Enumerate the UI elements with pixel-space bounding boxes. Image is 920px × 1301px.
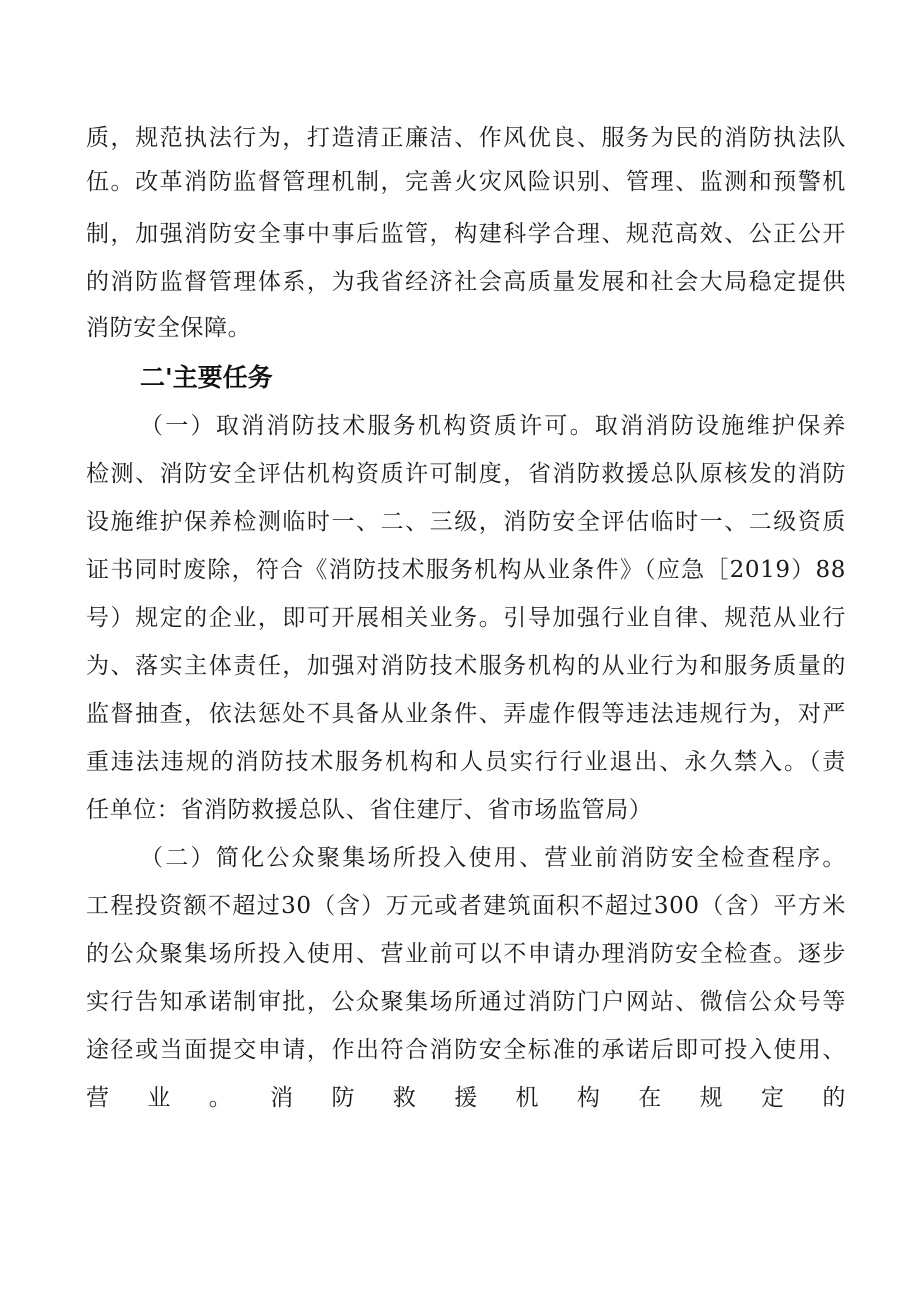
paragraph-line: （二）简化公众聚集场所投入使用、营业前消防安全检查程序。 xyxy=(140,845,846,871)
paragraph-line: 检测、消防安全评估机构资质许可制度，省消防救援总队原核发的消防 xyxy=(86,461,846,487)
paragraph-line: 消防安全保障。 xyxy=(86,315,252,341)
paragraph-line: 重违法违规的消防技术服务机构和人员实行行业退出、永久禁入。（责 xyxy=(86,749,846,775)
paragraph-line: 质，规范执法行为，打造清正廉洁、作风优良、服务为民的消防执法队 xyxy=(86,125,846,151)
paragraph-line: 实行告知承诺制审批，公众聚集场所通过消防门户网站、微信公众号等 xyxy=(86,989,846,1015)
paragraph-line: 为、落实主体责任，加强对消防技术服务机构的从业行为和服务质量的 xyxy=(86,653,846,679)
paragraph-line: 设施维护保养检测临时一、二、三级，消防安全评估临时一、二级资质 xyxy=(86,509,846,535)
paragraph-line: 伍。改革消防监督管理机制，完善火灾风险识别、管理、监测和预警机 xyxy=(86,169,846,195)
paragraph-line: 营业。消防救援机构在规定的 xyxy=(86,1085,846,1111)
paragraph-line: （一）取消消防技术服务机构资质许可。取消消防设施维护保养 xyxy=(140,413,846,439)
paragraph-line: 号）规定的企业，即可开展相关业务。引导加强行业自律、规范从业行 xyxy=(86,605,846,631)
paragraph-line: 工程投资额不超过30（含）万元或者建筑面积不超过300（含）平方米 xyxy=(86,893,846,919)
paragraph-line: 任单位：省消防救援总队、省住建厅、省市场监管局） xyxy=(86,797,653,823)
paragraph-line: 制，加强消防安全事中事后监管，构建科学合理、规范高效、公正公开 xyxy=(86,221,846,247)
paragraph-line: 监督抽查，依法惩处不具备从业条件、弄虚作假等违法违规行为，对严 xyxy=(86,701,846,727)
section-heading: 二'主要任务 xyxy=(140,363,273,392)
paragraph-line: 途径或当面提交申请，作出符合消防安全标准的承诺后即可投入使用、 xyxy=(86,1037,846,1063)
paragraph-line: 证书同时废除，符合《消防技术服务机构从业条件》（应急［2019）88 xyxy=(86,557,846,583)
paragraph-line: 的公众聚集场所投入使用、营业前可以不申请办理消防安全检查。逐步 xyxy=(86,941,846,967)
paragraph-line: 的消防监督管理体系，为我省经济社会高质量发展和社会大局稳定提供 xyxy=(86,269,846,295)
